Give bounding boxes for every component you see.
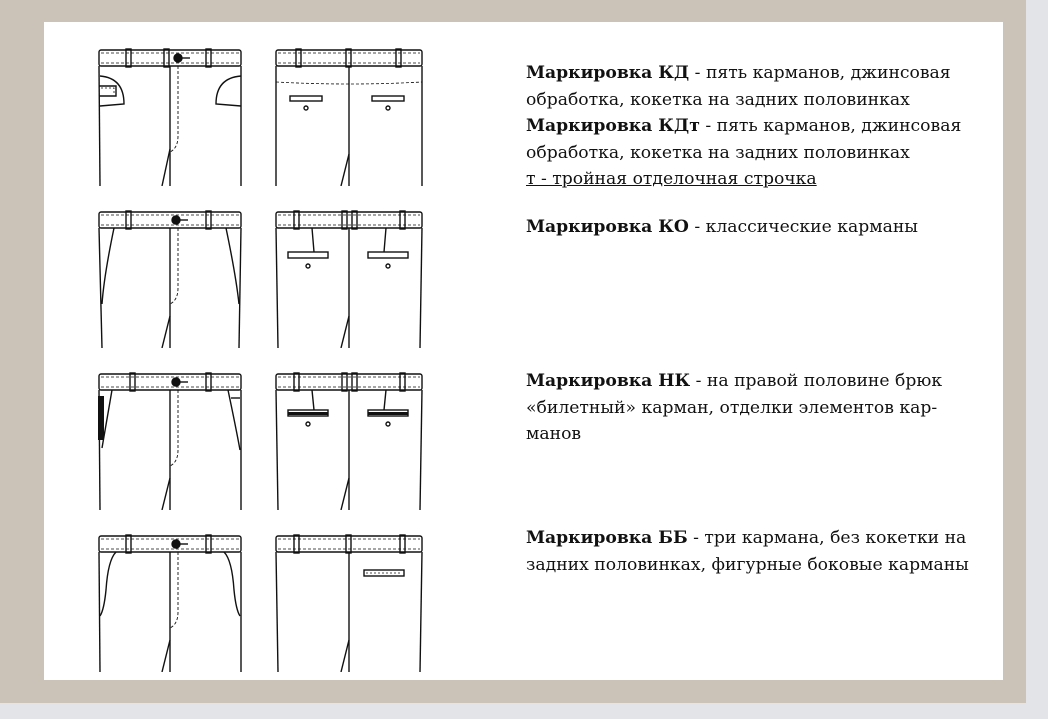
text-bb	[526, 525, 970, 578]
drawings-nk	[94, 368, 444, 508]
paragraph-kd	[526, 60, 970, 113]
drawings-ko	[94, 206, 444, 346]
text-ko	[526, 214, 970, 241]
front-view-ko	[99, 211, 241, 348]
text-nk	[526, 368, 970, 448]
drawings-kd	[94, 44, 444, 184]
trousers-bb-illustration	[94, 530, 444, 672]
tag-ko: Маркировка КО	[526, 217, 689, 237]
desc-nk: - на правой половине брюк «билетный» карман, отделки элементов кар-манов	[526, 371, 943, 444]
paragraph-ko	[526, 214, 970, 241]
desc-triple-stitch: т - тройная отделочная строчка	[526, 169, 817, 189]
paragraph-bb	[526, 525, 970, 578]
front-view-kd	[99, 49, 241, 186]
front-view-nk	[98, 373, 241, 510]
drawings-bb	[94, 530, 444, 670]
paragraph-triple-stitch	[526, 166, 970, 193]
paragraph-kdt	[526, 113, 970, 166]
tag-kd: Маркировка КД	[526, 63, 690, 83]
tag-bb: Маркировка ББ	[526, 528, 688, 548]
tag-kdt: Маркировка КДт	[526, 116, 700, 136]
desc-kdt: - пять карманов, джинсовая обработка, кокетка на задних половинках	[526, 116, 962, 163]
tag-nk: Маркировка НК	[526, 371, 691, 391]
back-view-bb	[276, 535, 422, 672]
trousers-nk-illustration	[94, 368, 444, 510]
front-view-bb	[99, 535, 241, 672]
desc-kd: - пять карманов, джинсовая обработка, кокетка на задних половинках	[526, 63, 951, 110]
text-kd	[526, 60, 970, 193]
desc-bb: - три кармана, без кокетки на задних половинках, фигурные боковые карманы	[526, 528, 969, 575]
desc-ko: - классические карманы	[688, 217, 918, 237]
paragraph-nk	[526, 368, 970, 448]
back-view-nk	[276, 373, 422, 510]
trousers-kd-illustration	[94, 44, 444, 186]
back-view-ko	[276, 211, 422, 348]
back-view-kd	[276, 49, 422, 186]
trousers-ko-illustration	[94, 206, 444, 348]
sheet	[44, 22, 1003, 680]
